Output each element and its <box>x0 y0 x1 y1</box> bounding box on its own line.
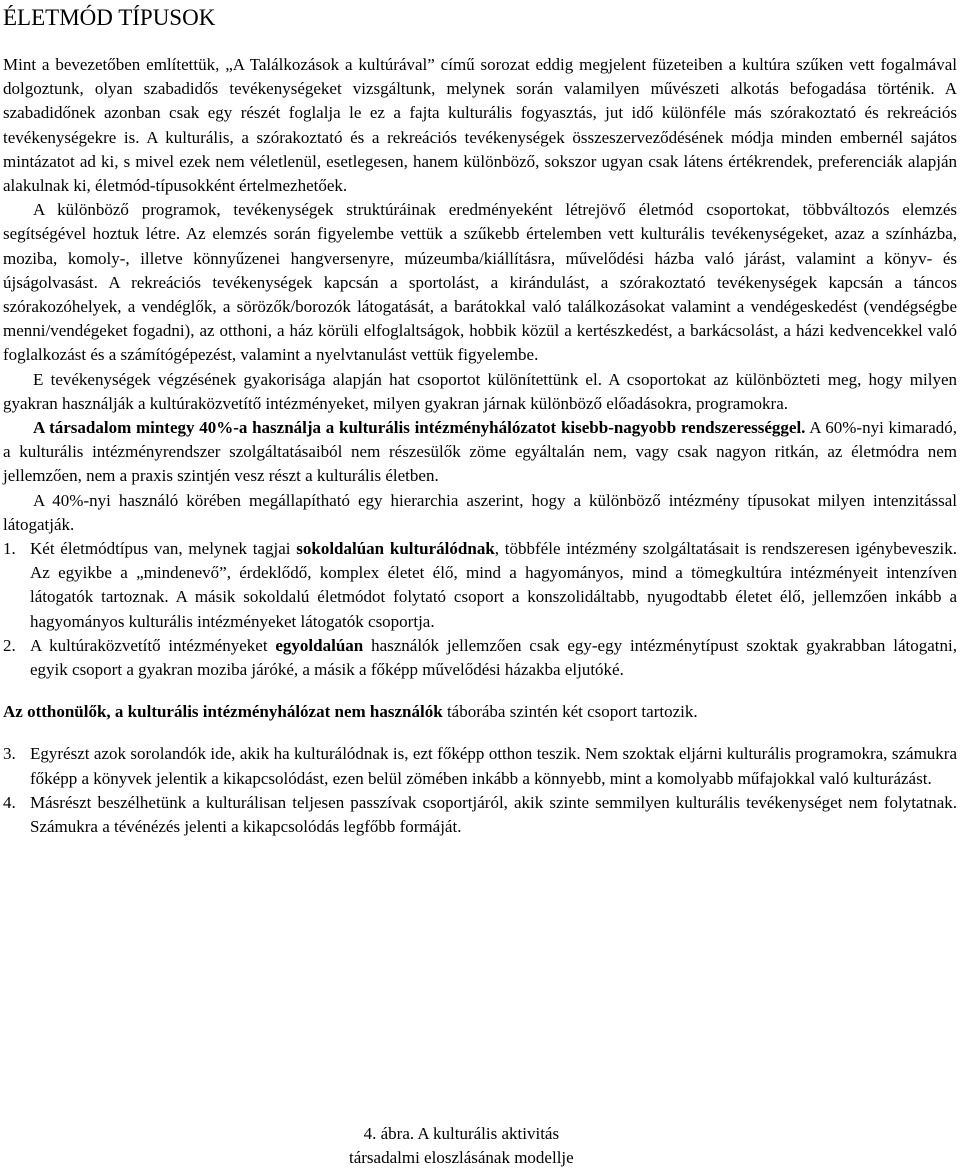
spacer <box>3 682 957 700</box>
intro-paragraph: Mint a bevezetőben említettük, „A Találkozások a kultúrával” című sorozat eddig megjelent füzeteiben a kultúra szűken vett fogalmával dolgoztunk, olyan szabadidős tevékenységeket vizsgáltunk, melynek során valamilyen művészeti alkotás befogadása történik. A szabadidőnek azonban csak egy részét foglalja le ez a fajta kulturális fogyasztás, jut idő különféle más szórakoztató és rekreációs tevékenységekre is. A kulturális, a szórakoztató és a rekreációs tevékenységek összeszerveződésének módja minden embernél sajátos mintázatot ad ki, s mivel ezek nem véletlenül, esetlegesen, hanem különböző, sokszor ugyan csak látens értékrendek, preferenciák alapján alakulnak ki, életmód-típusokként értelmezhetőek. <box>3 55 957 196</box>
homebody-paragraph <box>3 700 957 724</box>
list-text: Másrészt beszélhetünk a kulturálisan teljesen passzívak csoportjáról, akik szinte semmilyen kulturális tevékenységet nem folytatnak. Számukra a tévénézés jelenti a kikapcsolódás legfőbb formáját. <box>30 792 957 837</box>
figure-caption <box>349 1122 574 1170</box>
list-text: Két életmódtípus van, melynek tagjai <box>30 539 297 559</box>
list-text: használók jellemzően csak egy-egy intézménytípust szoktak gyakrabban látogatni, egyik csoport a gyakran moziba járóké, a másik a főképp művelődési házakba eljutóké. <box>30 635 958 680</box>
list-number: 1. <box>3 539 16 559</box>
list-number: 4. <box>3 792 16 812</box>
spacer <box>3 724 957 742</box>
list-emphasis: sokoldalúan kulturálódnak <box>296 539 495 559</box>
list-text: , többféle intézmény szolgáltatásait is rendszeresen igénybeveszik. Az egyikbe a „mindenevő”, érdeklődő, komplex életet élő, mind a hagyományos, mind a tömegkultúra intézményeit intenzíven látogatók tartoznak. A másik sokoldalú életmódot folytató csoport a konszolidáltabb, nyugodtabb életet élő, jellemzően inkább a hagyományos kulturális intézményeket látogatók csoportja. <box>30 539 957 631</box>
page-title: ÉLETMÓD TÍPUSOK <box>3 5 216 30</box>
groups-paragraph: E tevékenységek végzésének gyakorisága alapján hat csoportot különítettünk el. A csoportokat az különbözteti meg, hogy milyen gyakran használják a kultúraközvetítő intézményeket, milyen gyakran járnak különböző előadásokra, programokra. <box>3 369 957 413</box>
list-emphasis: egyoldalúan <box>275 635 364 655</box>
homebody-rest: táborába szintén két csoport tartozik. <box>442 702 698 722</box>
list-number: 3. <box>3 744 16 764</box>
method-paragraph: A különböző programok, tevékenységek struktúráinak eredményeként létrejövő életmód csoportokat, többváltozós elemzés segítségével hoztuk létre. Az elemzés során figyelembe vettük a szűkebb értelemben vett kulturális tevékenységeket, azaz a színházba, moziba, komoly-, illetve könnyűzenei hangversenyre, múzeumba/kiállításra, művelődési házba való járást, valamint a könyv- és újságolvasást. A rekreációs tevékenységek kapcsán a sportolást, a kirándulást, a szórakoztató tevékenységek kapcsán a táncos szórakozóhelyek, a vendéglők, a sörözők/borozók látogatását, a barátokkal való találkozásokat valamint a vendégeskedést (vendégségbe menni/vendégeket fogadni), az otthoni, a ház körüli elfoglaltságok, hobbik közül a kertészkedést, a barkácsolást, a házi kedvencekkel való foglalkozást és a számítógépezést, valamint a nyelvtanulást vettük figyelembe. <box>3 200 957 365</box>
usage-paragraph <box>3 416 957 489</box>
list-item <box>3 742 957 790</box>
caption-line-2: társadalmi eloszlásának modellje <box>349 1148 574 1167</box>
usage-emphasis: A társadalom mintegy 40%-a használja a kulturális intézményhálózatot kisebb-nagyobb rendszerességgel. <box>33 418 806 438</box>
hierarchy-paragraph: A 40%-nyi használó körében megállapítható egy hierarchia aszerint, hogy a különböző intézmény típusokat milyen intenzitással látogatják. <box>3 490 957 534</box>
caption-line-1: 4. ábra. A kulturális aktivitás <box>363 1124 560 1143</box>
list-item <box>3 791 957 839</box>
usage-rest: A 60%-nyi kimaradó, a kulturális intézményrendszer szolgáltatásaiból nem részesülők zöme egyáltalán nem, vagy csak nagyon ritkán, az életmódra nem jellemzően, nem a praxis szintjén vesz részt a kulturális életben. <box>3 418 957 486</box>
document-body <box>3 53 957 839</box>
list-text: Egyrészt azok sorolandók ide, akik ha kulturálódnak is, ezt főképp otthon teszik. Nem szoktak eljárni kulturális programokra, számukra főképp a könyvek jelentik a kikapcsolódást, ezen belül zömében inkább a könnyebb, mint a komolyabb műfajokkal való kulturázást. <box>30 744 957 788</box>
list-item <box>3 537 957 634</box>
list-number: 2. <box>3 635 16 655</box>
homebody-emphasis: Az otthonülők, a kulturális intézményhálózat nem használók <box>3 702 443 722</box>
list-item <box>3 634 957 682</box>
list-text: A kultúraközvetítő intézményeket <box>30 635 276 655</box>
